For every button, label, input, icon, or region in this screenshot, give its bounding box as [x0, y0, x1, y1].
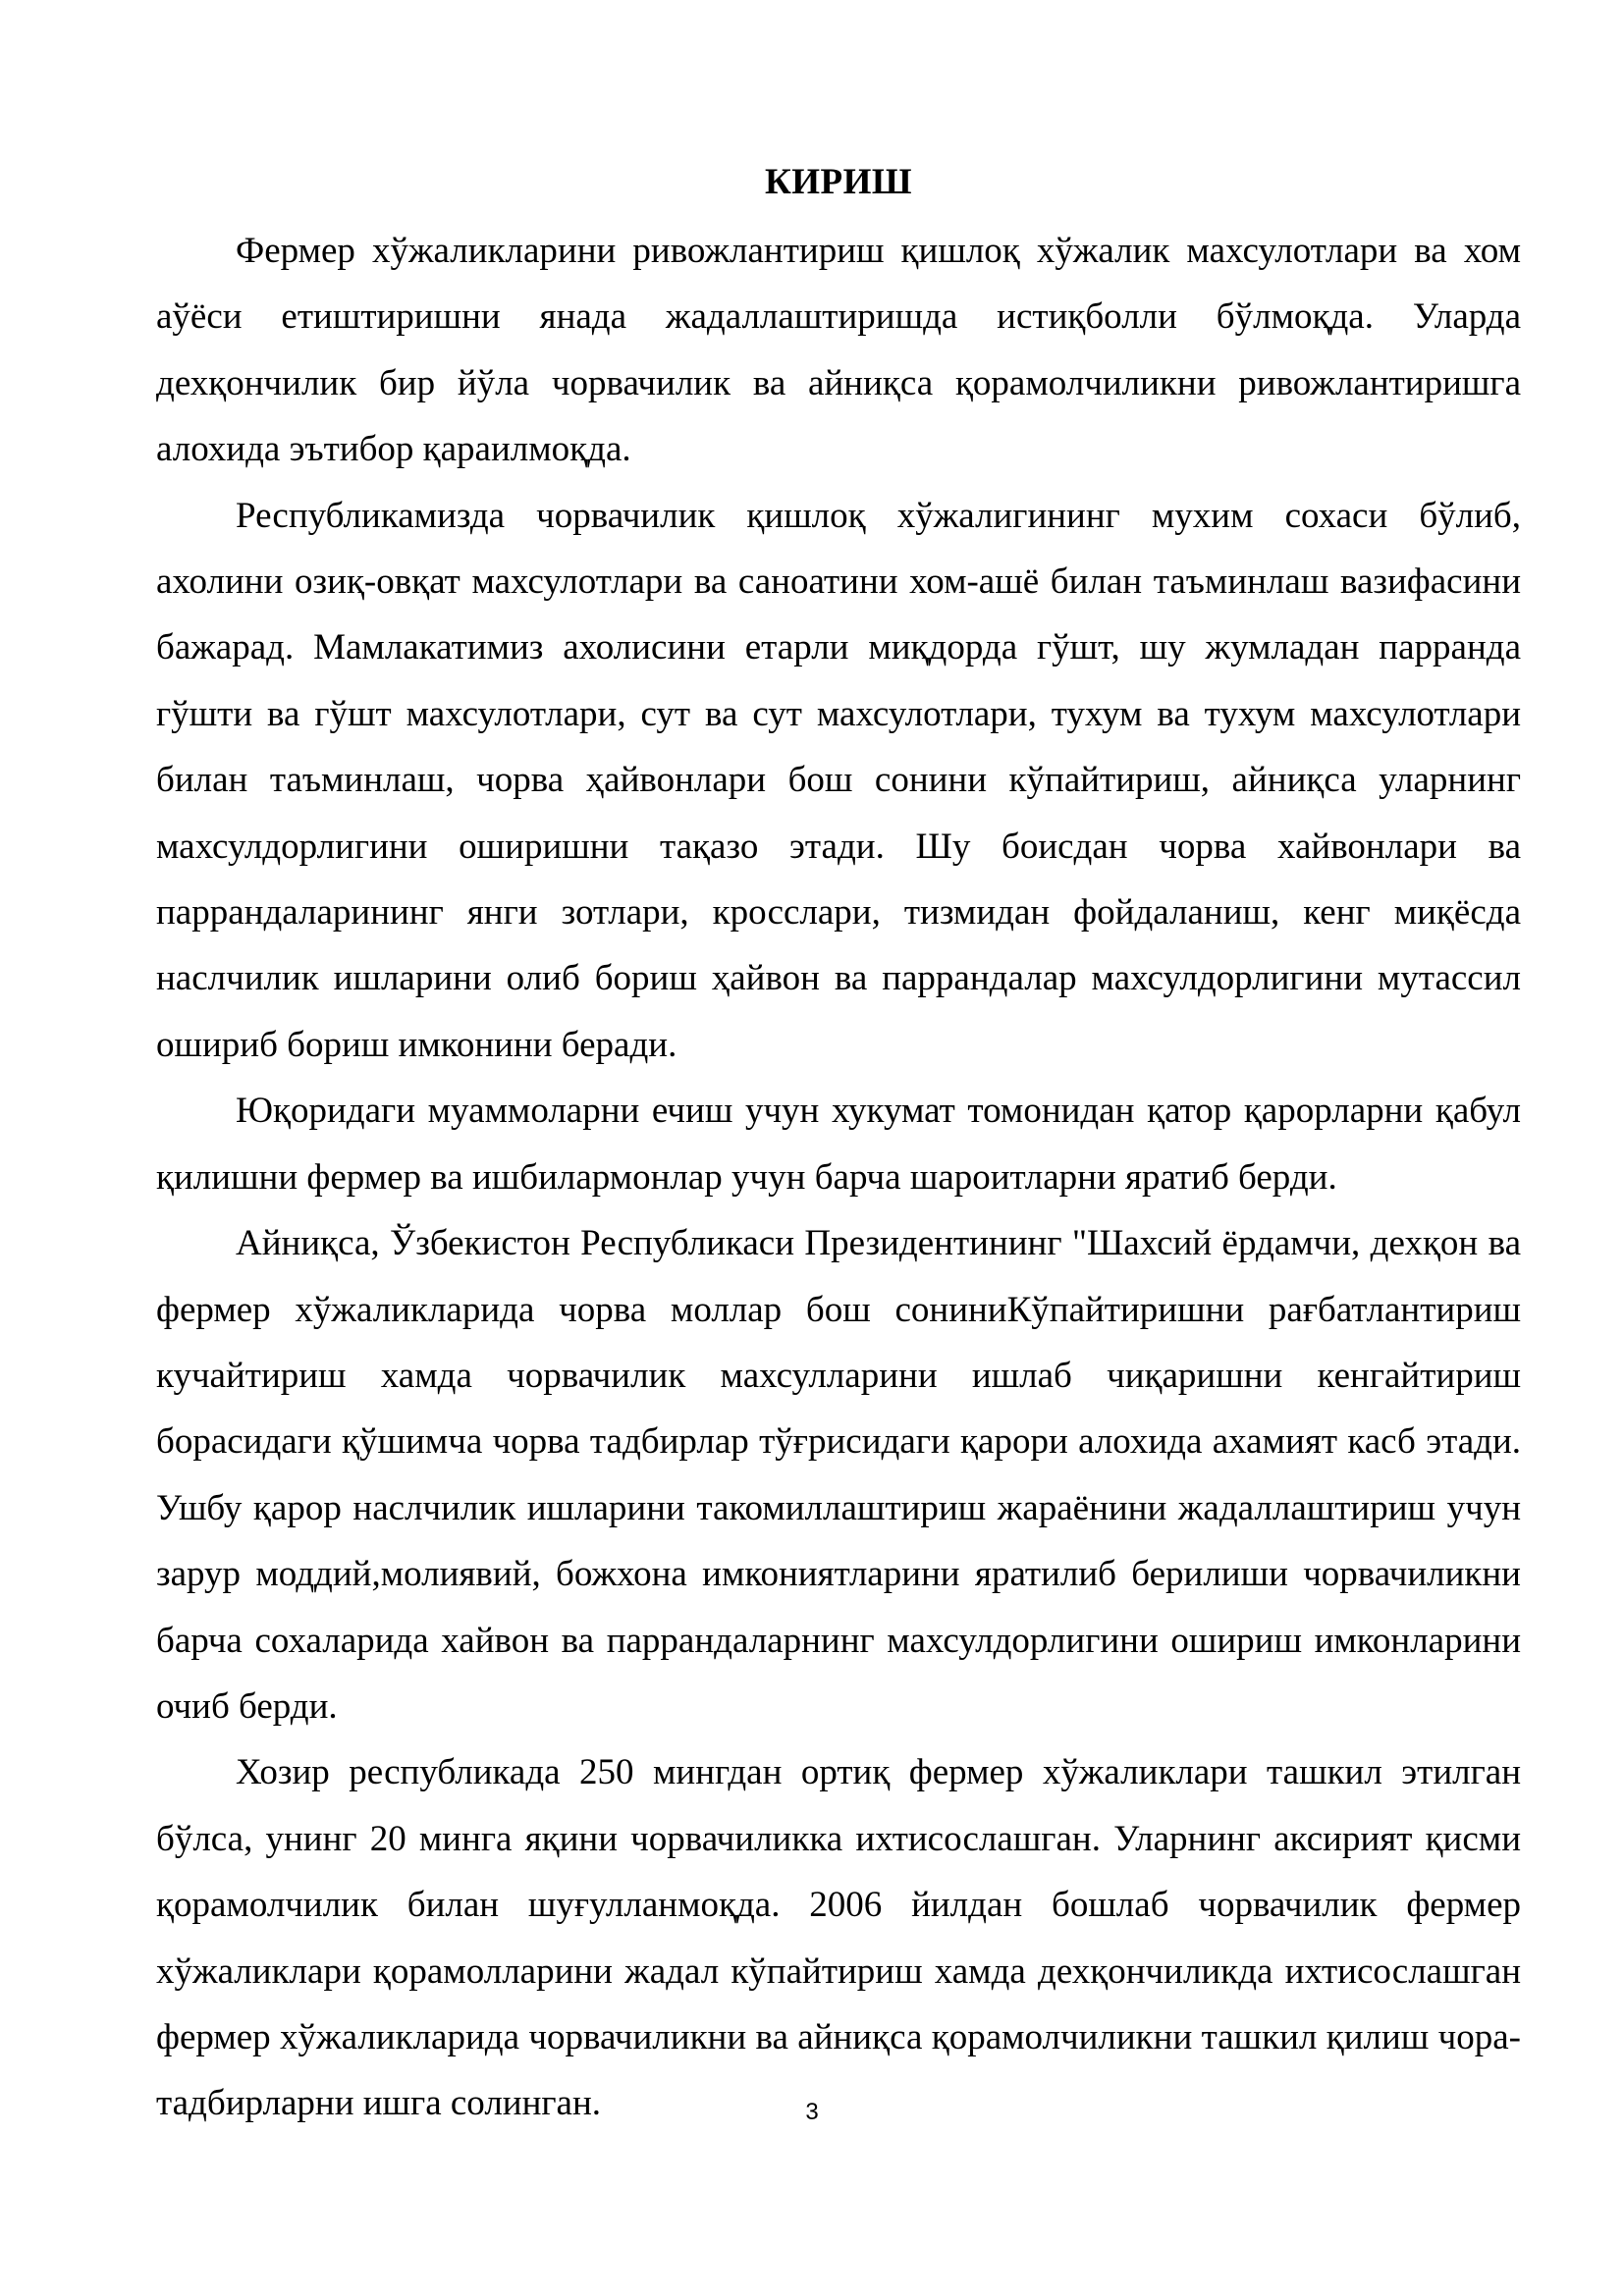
paragraph-1: Фермер хўжаликларини ривожлантириш қишлоқ хўжалик махсулотлари ва хом аўёси етиштиришни янада жадаллаштиришда истиқболли бўлмоқда. Уларда дехқончилик бир йўла чорвачилик ва айниқса қорамолчиликни ривожлантиришга алохида эътибор қараилмоқда.: [156, 231, 1521, 470]
page-number: 3: [805, 2099, 819, 2125]
paragraph-3: Юқоридаги муаммоларни ечиш учун хукумат томонидан қатор қарорларни қабул қилишни фермер ва ишбилармонлар учун барча шароитларни яратиб берди.: [156, 1091, 1521, 1198]
page-content: [156, 147, 1521, 2137]
paragraph-4: Айниқса, Ўзбекистон Республикаси Президентининг "Шахсий ёрдамчи, дехқон ва фермер хўжаликларида чорва моллар бош сониниКўпайтиришни рағбатлантириш кучайтириш хамда чорвачилик махсулларини ишлаб чиқаришни кенгайтириш борасидаги қўшимча чорва тадбирлар тўғрисидаги қарори алохида ахамият касб этади. Ушбу қарор наслчилик ишларини такомиллаштириш жараёнини жадаллаштириш учун зарур моддий,молиявий, божхона имкониятларини яратилиб берилиши чорвачиликни барча сохаларида хайвон ва паррандаларнинг махсулдорлигини ошириш имконларини очиб берди.: [156, 1223, 1521, 1727]
section-heading: КИРИШ: [764, 162, 913, 202]
paragraph-5: Хозир республикада 250 мингдан ортиқ фермер хўжаликлари ташкил этилган бўлса, унинг 20 минга яқини чорвачиликка ихтисослашган. Уларнинг аксирият қисми қорамолчилик билан шуғулланмоқда. 2006 йилдан бошлаб чорвачилик фермер хўжаликлари қорамолларини жадал кўпайтириш хамда дехқончиликда ихтисослашган фермер хўжаликларида чорвачиликни ва айниқса қорамолчиликни ташкил қилиш чора-тадбирларни ишга солинган.: [156, 1752, 1521, 2124]
paragraph-2: Республикамизда чорвачилик қишлоқ хўжалигининг мухим сохаси бўлиб, ахолини озиқ-овқат махсулотлари ва саноатини хом-ашё билан таъминлаш вазифасини бажарад. Мамлакатимиз ахолисини етарли миқдорда гўшт, шу жумладан парранда гўшти ва гўшт махсулотлари, сут ва сут махсулотлари, тухум ва тухум махсулотлари билан таъминлаш, чорва ҳайвонлари бош сонини кўпайтириш, айниқса уларнинг махсулдорлигини оширишни тақазо этади. Шу боисдан чорва хайвонлари ва паррандаларининг янги зотлари, кросслари, тизмидан фойдаланиш, кенг миқёсда наслчилик ишларини олиб бориш ҳайвон ва паррандалар махсулдорлигини мутассил ошириб бориш имконини беради.: [156, 495, 1521, 1065]
